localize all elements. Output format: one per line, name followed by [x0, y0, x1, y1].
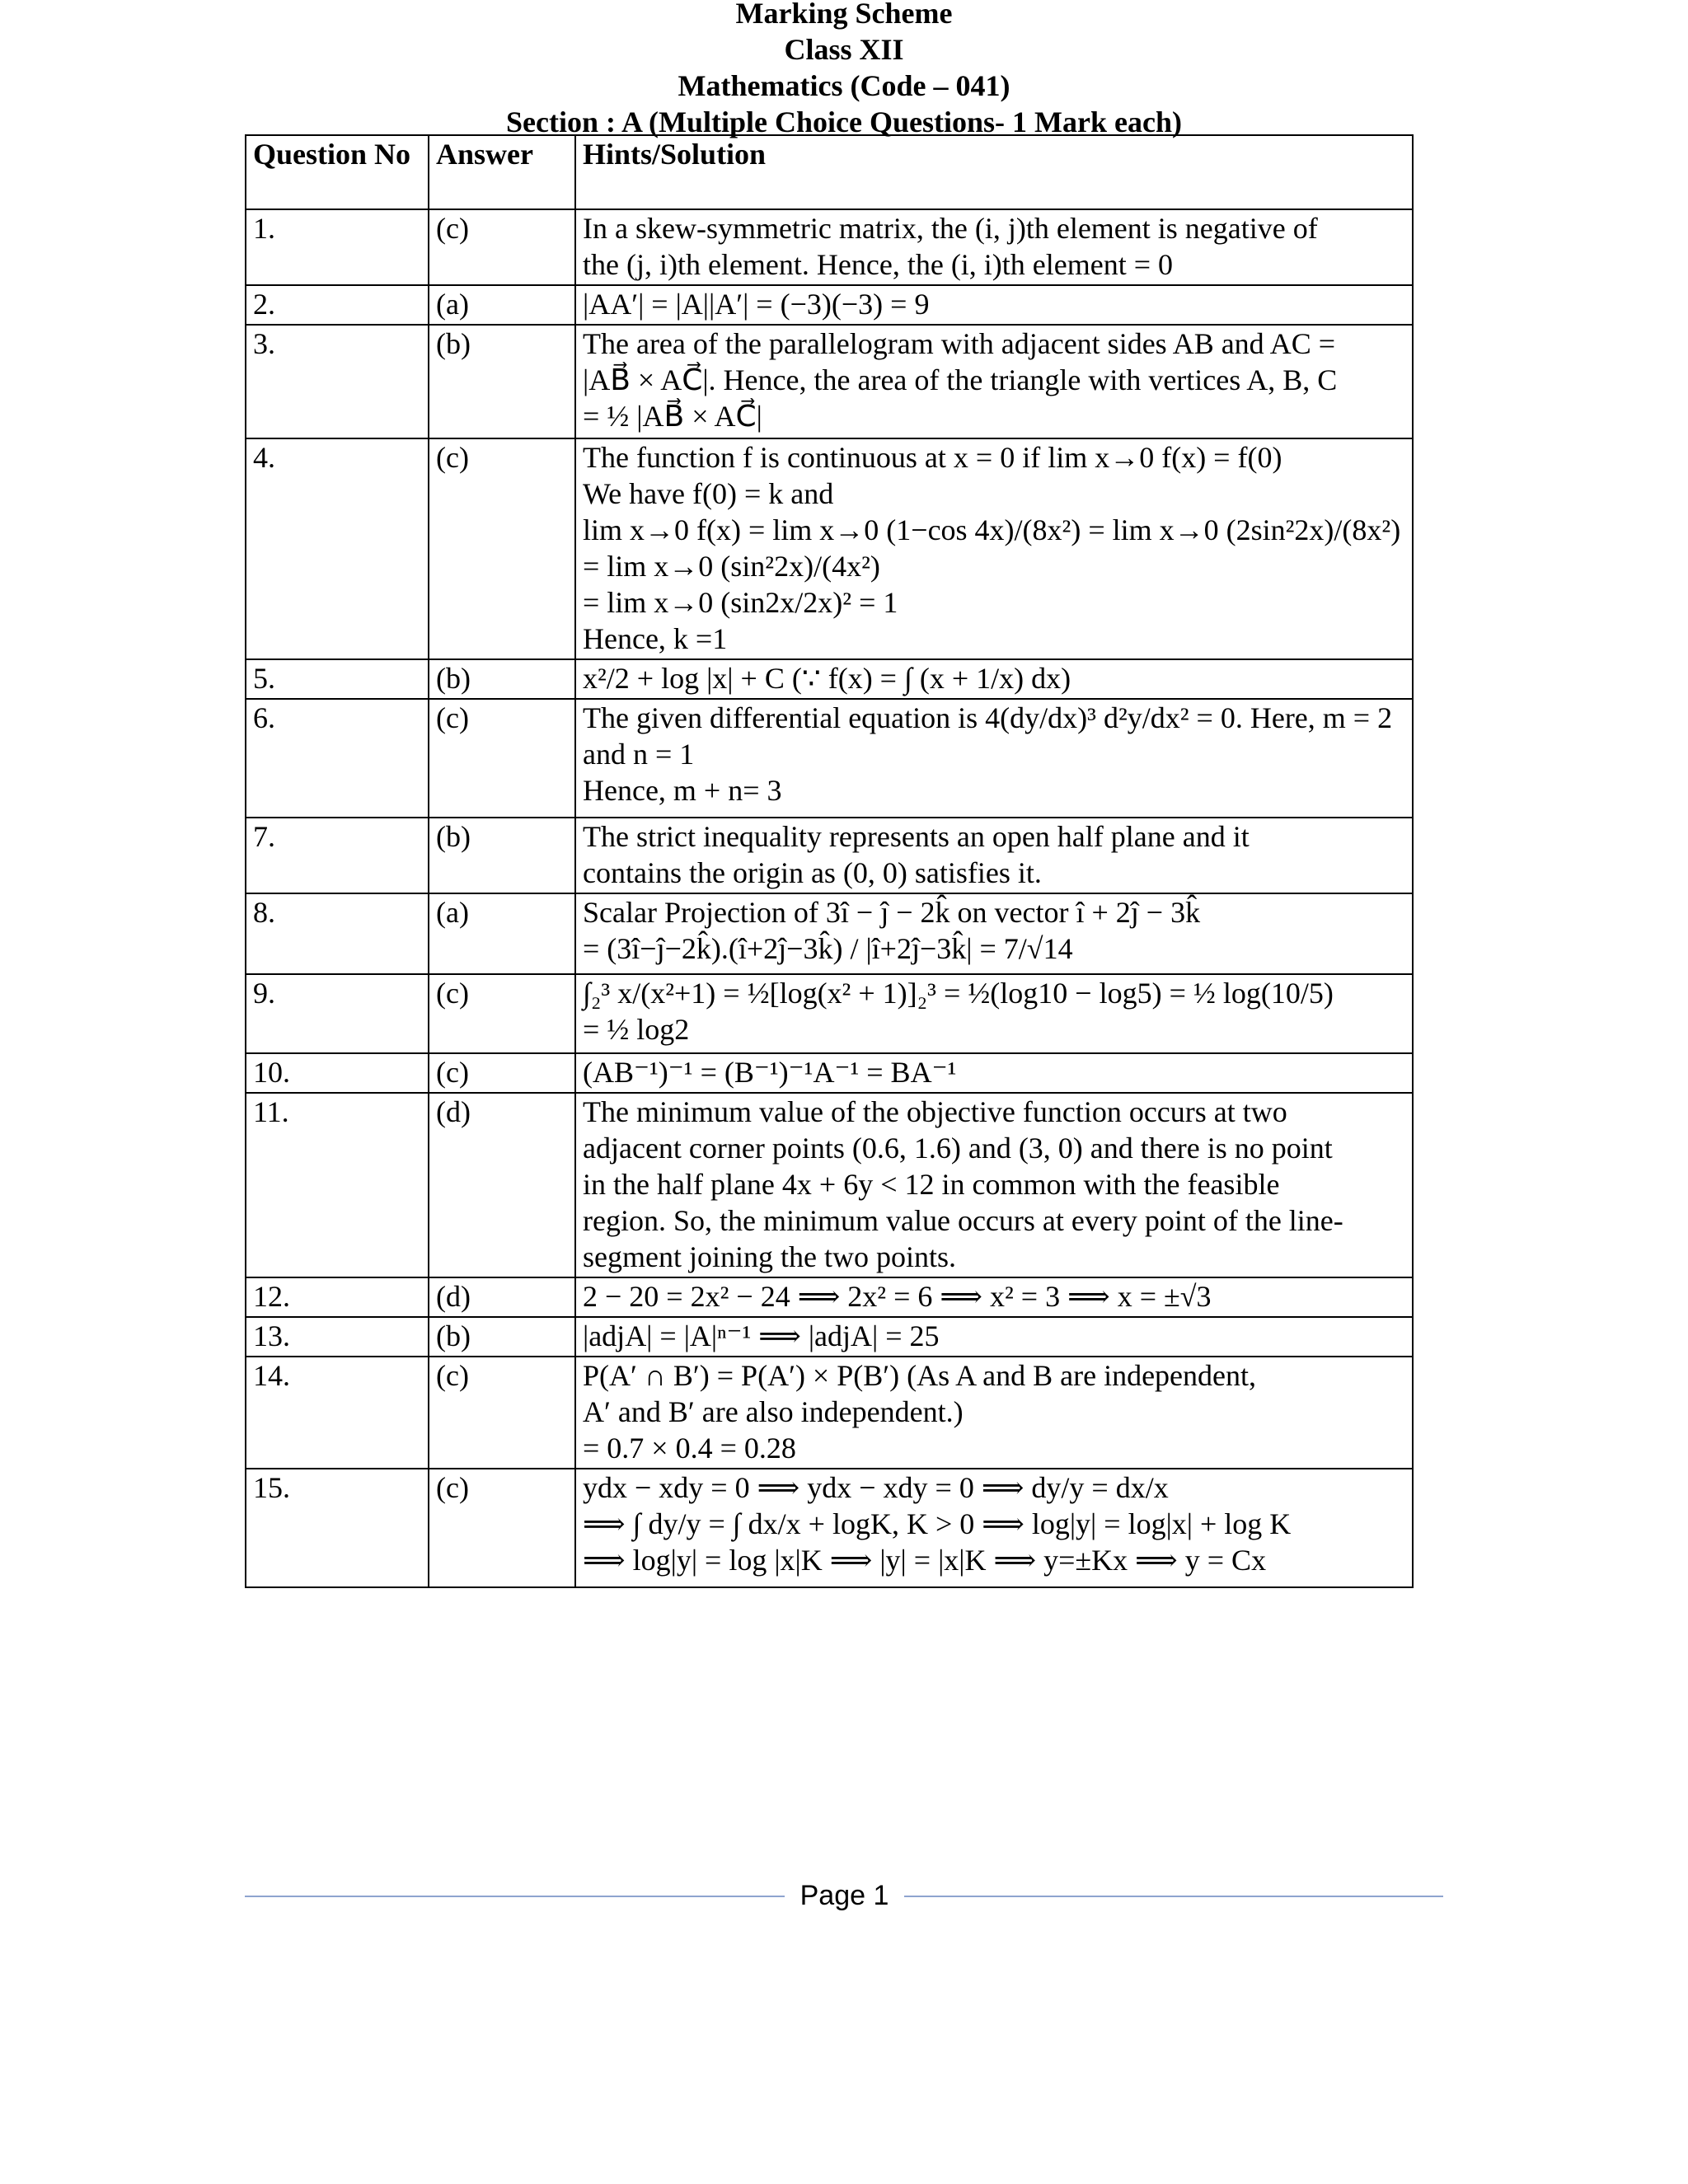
- table-row: [246, 1469, 1413, 1587]
- answer-option: (a): [429, 893, 575, 974]
- hint-solution: [575, 325, 1413, 438]
- solution-line: adjacent corner points (0.6, 1.6) and (3, 0) and there is no point: [583, 1132, 1333, 1165]
- hint-solution: [575, 818, 1413, 893]
- question-number: 1.: [246, 209, 429, 285]
- solution-line: contains the origin as (0, 0) satisfies it.: [583, 856, 1042, 889]
- question-number: 11.: [246, 1093, 429, 1277]
- doc-section: Section : A (Multiple Choice Questions- 1 Mark each): [506, 105, 1182, 138]
- footer-rule-left: [245, 1896, 785, 1897]
- solution-line: |AA′| = |A||A′| = (−3)(−3) = 9: [583, 288, 930, 321]
- solution-line: The function f is continuous at x = 0 if lim x→0 f(x) = f(0): [583, 441, 1282, 474]
- solution-line: The minimum value of the objective function occurs at two: [583, 1095, 1287, 1128]
- solution-line: In a skew-symmetric matrix, the (i, j)th element is negative of: [583, 212, 1318, 245]
- solution-line: region. So, the minimum value occurs at every point of the line-: [583, 1204, 1343, 1237]
- solution-line: lim x→0 f(x) = lim x→0 (1−cos 4x)/(8x²) = lim x→0 (2sin²2x)/(8x²) = lim x→0 (sin²2x)/(4x²): [583, 513, 1401, 583]
- solution-line: A′ and B′ are also independent.): [583, 1395, 964, 1428]
- question-number: 7.: [246, 818, 429, 893]
- hint-solution: [575, 1469, 1413, 1587]
- question-number: 15.: [246, 1469, 429, 1587]
- solution-line: The given differential equation is 4(dy/dx)³ d²y/dx² = 0. Here, m = 2: [583, 701, 1393, 734]
- solution-line: ∫₂³ x/(x²+1) = ½[log(x² + 1)]₂³ = ½(log10 − log5) = ½ log(10/5): [583, 977, 1334, 1010]
- doc-subject: Mathematics (Code – 041): [678, 69, 1010, 102]
- question-number: 10.: [246, 1053, 429, 1093]
- solution-line: |AB⃗ × AC⃗|. Hence, the area of the triangle with vertices A, B, C: [583, 363, 1338, 396]
- answer-option: (c): [429, 438, 575, 659]
- question-number: 13.: [246, 1317, 429, 1357]
- answer-option: (b): [429, 325, 575, 438]
- col-answer-header: Answer: [429, 135, 575, 209]
- hint-solution: [575, 1357, 1413, 1469]
- table-row: [246, 438, 1413, 659]
- hint-solution: [575, 1277, 1413, 1317]
- question-number: 3.: [246, 325, 429, 438]
- table-row: [246, 1093, 1413, 1277]
- answer-option: (d): [429, 1277, 575, 1317]
- hint-solution: [575, 659, 1413, 699]
- answer-option: (c): [429, 1053, 575, 1093]
- solution-line: the (j, i)th element. Hence, the (i, i)th element = 0: [583, 248, 1174, 281]
- solution-line: = 0.7 × 0.4 = 0.28: [583, 1432, 796, 1465]
- solution-line: = ½ |AB⃗ × AC⃗|: [583, 400, 762, 433]
- solution-line: = ½ log2: [583, 1013, 690, 1046]
- table-row: [246, 1053, 1413, 1093]
- solution-line: and n = 1: [583, 738, 695, 771]
- page-number: Page 1: [799, 1880, 889, 1911]
- solution-line: 2 − 20 = 2x² − 24 ⟹ 2x² = 6 ⟹ x² = 3 ⟹ x = ±√3: [583, 1280, 1212, 1313]
- solution-line: |adjA| = |A|ⁿ⁻¹ ⟹ |adjA| = 25: [583, 1319, 940, 1352]
- table-header-row: [246, 135, 1413, 209]
- hint-solution: [575, 893, 1413, 974]
- footer-rule-right: [904, 1896, 1443, 1897]
- hint-solution: [575, 1053, 1413, 1093]
- doc-class: Class XII: [784, 33, 904, 66]
- solution-line: Hence, k =1: [583, 622, 728, 655]
- table-row: [246, 659, 1413, 699]
- hint-solution: [575, 285, 1413, 325]
- solution-line: ⟹ ∫ dy/y = ∫ dx/x + logK, K > 0 ⟹ log|y| = log|x| + log K: [583, 1507, 1292, 1540]
- table-row: [246, 1277, 1413, 1317]
- solution-line: segment joining the two points.: [583, 1240, 956, 1273]
- solution-line: P(A′ ∩ B′) = P(A′) × P(B′) (As A and B are independent,: [583, 1359, 1257, 1392]
- document-header: [0, 0, 1688, 140]
- question-number: 8.: [246, 893, 429, 974]
- answer-option: (a): [429, 285, 575, 325]
- solution-line: Scalar Projection of 3î − ĵ − 2k̂ on vector î + 2ĵ − 3k̂: [583, 896, 1201, 929]
- table-row: [246, 325, 1413, 438]
- answer-option: (c): [429, 1357, 575, 1469]
- table-row: [246, 893, 1413, 974]
- question-number: 2.: [246, 285, 429, 325]
- solution-line: = lim x→0 (sin2x/2x)² = 1: [583, 586, 898, 619]
- solution-line: ⟹ log|y| = log |x|K ⟹ |y| = |x|K ⟹ y=±Kx ⟹ y = Cx: [583, 1544, 1267, 1577]
- hint-solution: [575, 1093, 1413, 1277]
- hint-solution: [575, 209, 1413, 285]
- page-footer: [245, 1877, 1443, 1919]
- answer-option: (c): [429, 974, 575, 1053]
- solution-line: The strict inequality represents an open half plane and it: [583, 820, 1250, 853]
- answer-option: (c): [429, 699, 575, 818]
- question-number: 6.: [246, 699, 429, 818]
- solution-line: ydx − xdy = 0 ⟹ ydx − xdy = 0 ⟹ dy/y = dx/x: [583, 1471, 1169, 1504]
- table-row: [246, 818, 1413, 893]
- answer-option: (d): [429, 1093, 575, 1277]
- solution-line: in the half plane 4x + 6y < 12 in common with the feasible: [583, 1168, 1280, 1201]
- doc-title: Marking Scheme: [735, 0, 953, 30]
- answer-option: (c): [429, 1469, 575, 1587]
- solution-line: (AB⁻¹)⁻¹ = (B⁻¹)⁻¹A⁻¹ = BA⁻¹: [583, 1056, 957, 1089]
- table-row: [246, 974, 1413, 1053]
- hint-solution: [575, 1317, 1413, 1357]
- solution-line: The area of the parallelogram with adjacent sides AB and AC =: [583, 327, 1336, 360]
- solution-line: Hence, m + n= 3: [583, 774, 782, 807]
- answer-option: (b): [429, 818, 575, 893]
- table-row: [246, 1357, 1413, 1469]
- solution-line: We have f(0) = k and: [583, 477, 834, 510]
- question-number: 12.: [246, 1277, 429, 1317]
- hint-solution: [575, 974, 1413, 1053]
- col-question-header: Question No: [246, 135, 429, 209]
- col-hints-header: Hints/Solution: [575, 135, 1413, 209]
- answer-option: (b): [429, 659, 575, 699]
- table-row: [246, 285, 1413, 325]
- solution-line: = (3î−ĵ−2k̂).(î+2ĵ−3k̂) / |î+2ĵ−3k̂| = 7/√14: [583, 932, 1073, 965]
- answer-option: (c): [429, 209, 575, 285]
- hint-solution: [575, 438, 1413, 659]
- marking-scheme-table: [245, 134, 1414, 1588]
- question-number: 4.: [246, 438, 429, 659]
- table-row: [246, 699, 1413, 818]
- question-number: 9.: [246, 974, 429, 1053]
- table-row: [246, 209, 1413, 285]
- table-row: [246, 1317, 1413, 1357]
- solution-line: x²/2 + log |x| + C (∵ f(x) = ∫ (x + 1/x) dx): [583, 662, 1071, 695]
- question-number: 5.: [246, 659, 429, 699]
- answer-option: (b): [429, 1317, 575, 1357]
- question-number: 14.: [246, 1357, 429, 1469]
- hint-solution: [575, 699, 1413, 818]
